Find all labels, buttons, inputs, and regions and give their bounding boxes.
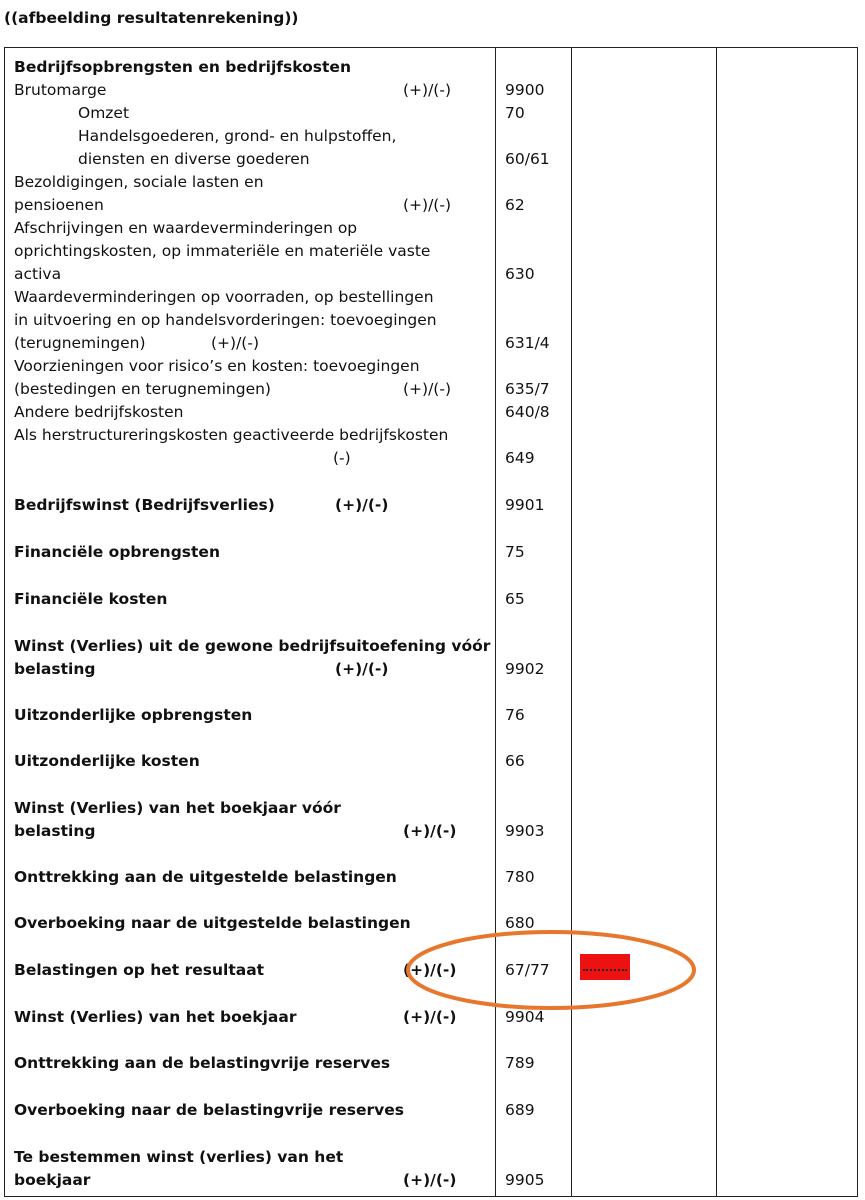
description-line: Onttrekking aan de uitgestelde belastingen [14, 868, 397, 886]
account-code: 70 [505, 104, 525, 122]
description-line: Winst (Verlies) van het boekjaar vóór [14, 799, 341, 817]
account-code: 635/7 [505, 379, 550, 398]
account-code: 780 [505, 868, 535, 886]
description-line: diensten en diverse goederen [78, 149, 310, 168]
sign-indicator: (+)/(-) [403, 195, 451, 214]
description-line: Winst (Verlies) uit de gewone bedrijfsuitoefening vóór [14, 637, 491, 655]
description-line: boekjaar [14, 1170, 91, 1189]
account-code: 9903 [505, 821, 545, 840]
account-code: 789 [505, 1054, 535, 1072]
sign-indicator: (+)/(-) [403, 1170, 457, 1189]
account-code: 76 [505, 706, 525, 724]
sign-indicator: (+)/(-) [403, 821, 457, 840]
description-line: Uitzonderlijke opbrengsten [14, 706, 253, 724]
description-line: Belastingen op het resultaat [14, 961, 265, 979]
description-line: Brutomarge [14, 81, 107, 99]
sign-indicator: (+)/(-) [403, 81, 451, 99]
account-code: 9904 [505, 1008, 545, 1026]
description-line: belasting [14, 821, 96, 840]
description-line: Onttrekking aan de belastingvrije reserves [14, 1054, 391, 1072]
description-line: Bedrijfsopbrengsten en bedrijfskosten [14, 58, 351, 76]
description-line: Voorzieningen voor risico’s en kosten: toevoegingen [14, 357, 420, 375]
account-code: 631/4 [505, 333, 550, 352]
account-code: 9902 [505, 659, 545, 678]
sign-indicator: (+)/(-) [335, 659, 389, 678]
sign-indicator: (+)/(-) [335, 496, 389, 514]
highlight-ellipse [408, 932, 694, 1008]
account-code: 9900 [505, 81, 545, 99]
description-line: in uitvoering en op handelsvorderingen: toevoegingen [14, 310, 437, 329]
sign-indicator: (+)/(-) [211, 333, 259, 352]
account-code: 62 [505, 195, 525, 214]
account-code: 60/61 [505, 149, 550, 168]
account-code: 66 [505, 752, 525, 770]
description-line: Overboeking naar de uitgestelde belastingen [14, 914, 411, 932]
description-line: Bedrijfswinst (Bedrijfsverlies) [14, 496, 275, 514]
account-code: 680 [505, 914, 535, 932]
description-line: Financiële kosten [14, 590, 168, 608]
sign-indicator: (+)/(-) [403, 961, 457, 979]
description-line: (bestedingen en terugnemingen) [14, 379, 271, 398]
description-line: Bezoldigingen, sociale lasten en [14, 173, 264, 191]
sign-indicator: (-) [333, 448, 351, 467]
description-line: activa [14, 264, 62, 283]
description-line: Overboeking naar de belastingvrije reserves [14, 1101, 404, 1119]
page-title: ((afbeelding resultatenrekening)) [4, 9, 299, 27]
description-line: pensioenen [14, 195, 104, 214]
account-code: 65 [505, 590, 525, 608]
description-line: (terugnemingen) [14, 333, 146, 352]
description-line: Omzet [78, 104, 130, 122]
description-line: oprichtingskosten, op immateriële en materiële vaste [14, 241, 431, 260]
account-code: 630 [505, 264, 535, 283]
sign-indicator: (+)/(-) [403, 1008, 457, 1026]
description-line: Te bestemmen winst (verlies) van het [14, 1148, 344, 1166]
description-line: Andere bedrijfskosten [14, 403, 184, 421]
sign-indicator: (+)/(-) [403, 379, 451, 398]
description-line: Handelsgoederen, grond- en hulpstoffen, [78, 127, 397, 145]
description-line: Afschrijvingen en waardeverminderingen op [14, 219, 358, 237]
account-code: 649 [505, 448, 535, 467]
account-code: 67/77 [505, 961, 550, 979]
description-line: Waardeverminderingen op voorraden, op bestellingen [14, 288, 434, 306]
description-line: Als herstructureringskosten geactiveerde bedrijfskosten [14, 426, 449, 444]
account-code: 75 [505, 543, 525, 561]
description-line: Uitzonderlijke kosten [14, 752, 200, 770]
description-line: belasting [14, 659, 96, 678]
account-code: 9905 [505, 1170, 545, 1189]
account-code: 640/8 [505, 403, 550, 421]
description-line: Financiële opbrengsten [14, 543, 220, 561]
description-line: Winst (Verlies) van het boekjaar [14, 1008, 297, 1026]
account-code: 9901 [505, 496, 545, 514]
account-code: 689 [505, 1101, 535, 1119]
